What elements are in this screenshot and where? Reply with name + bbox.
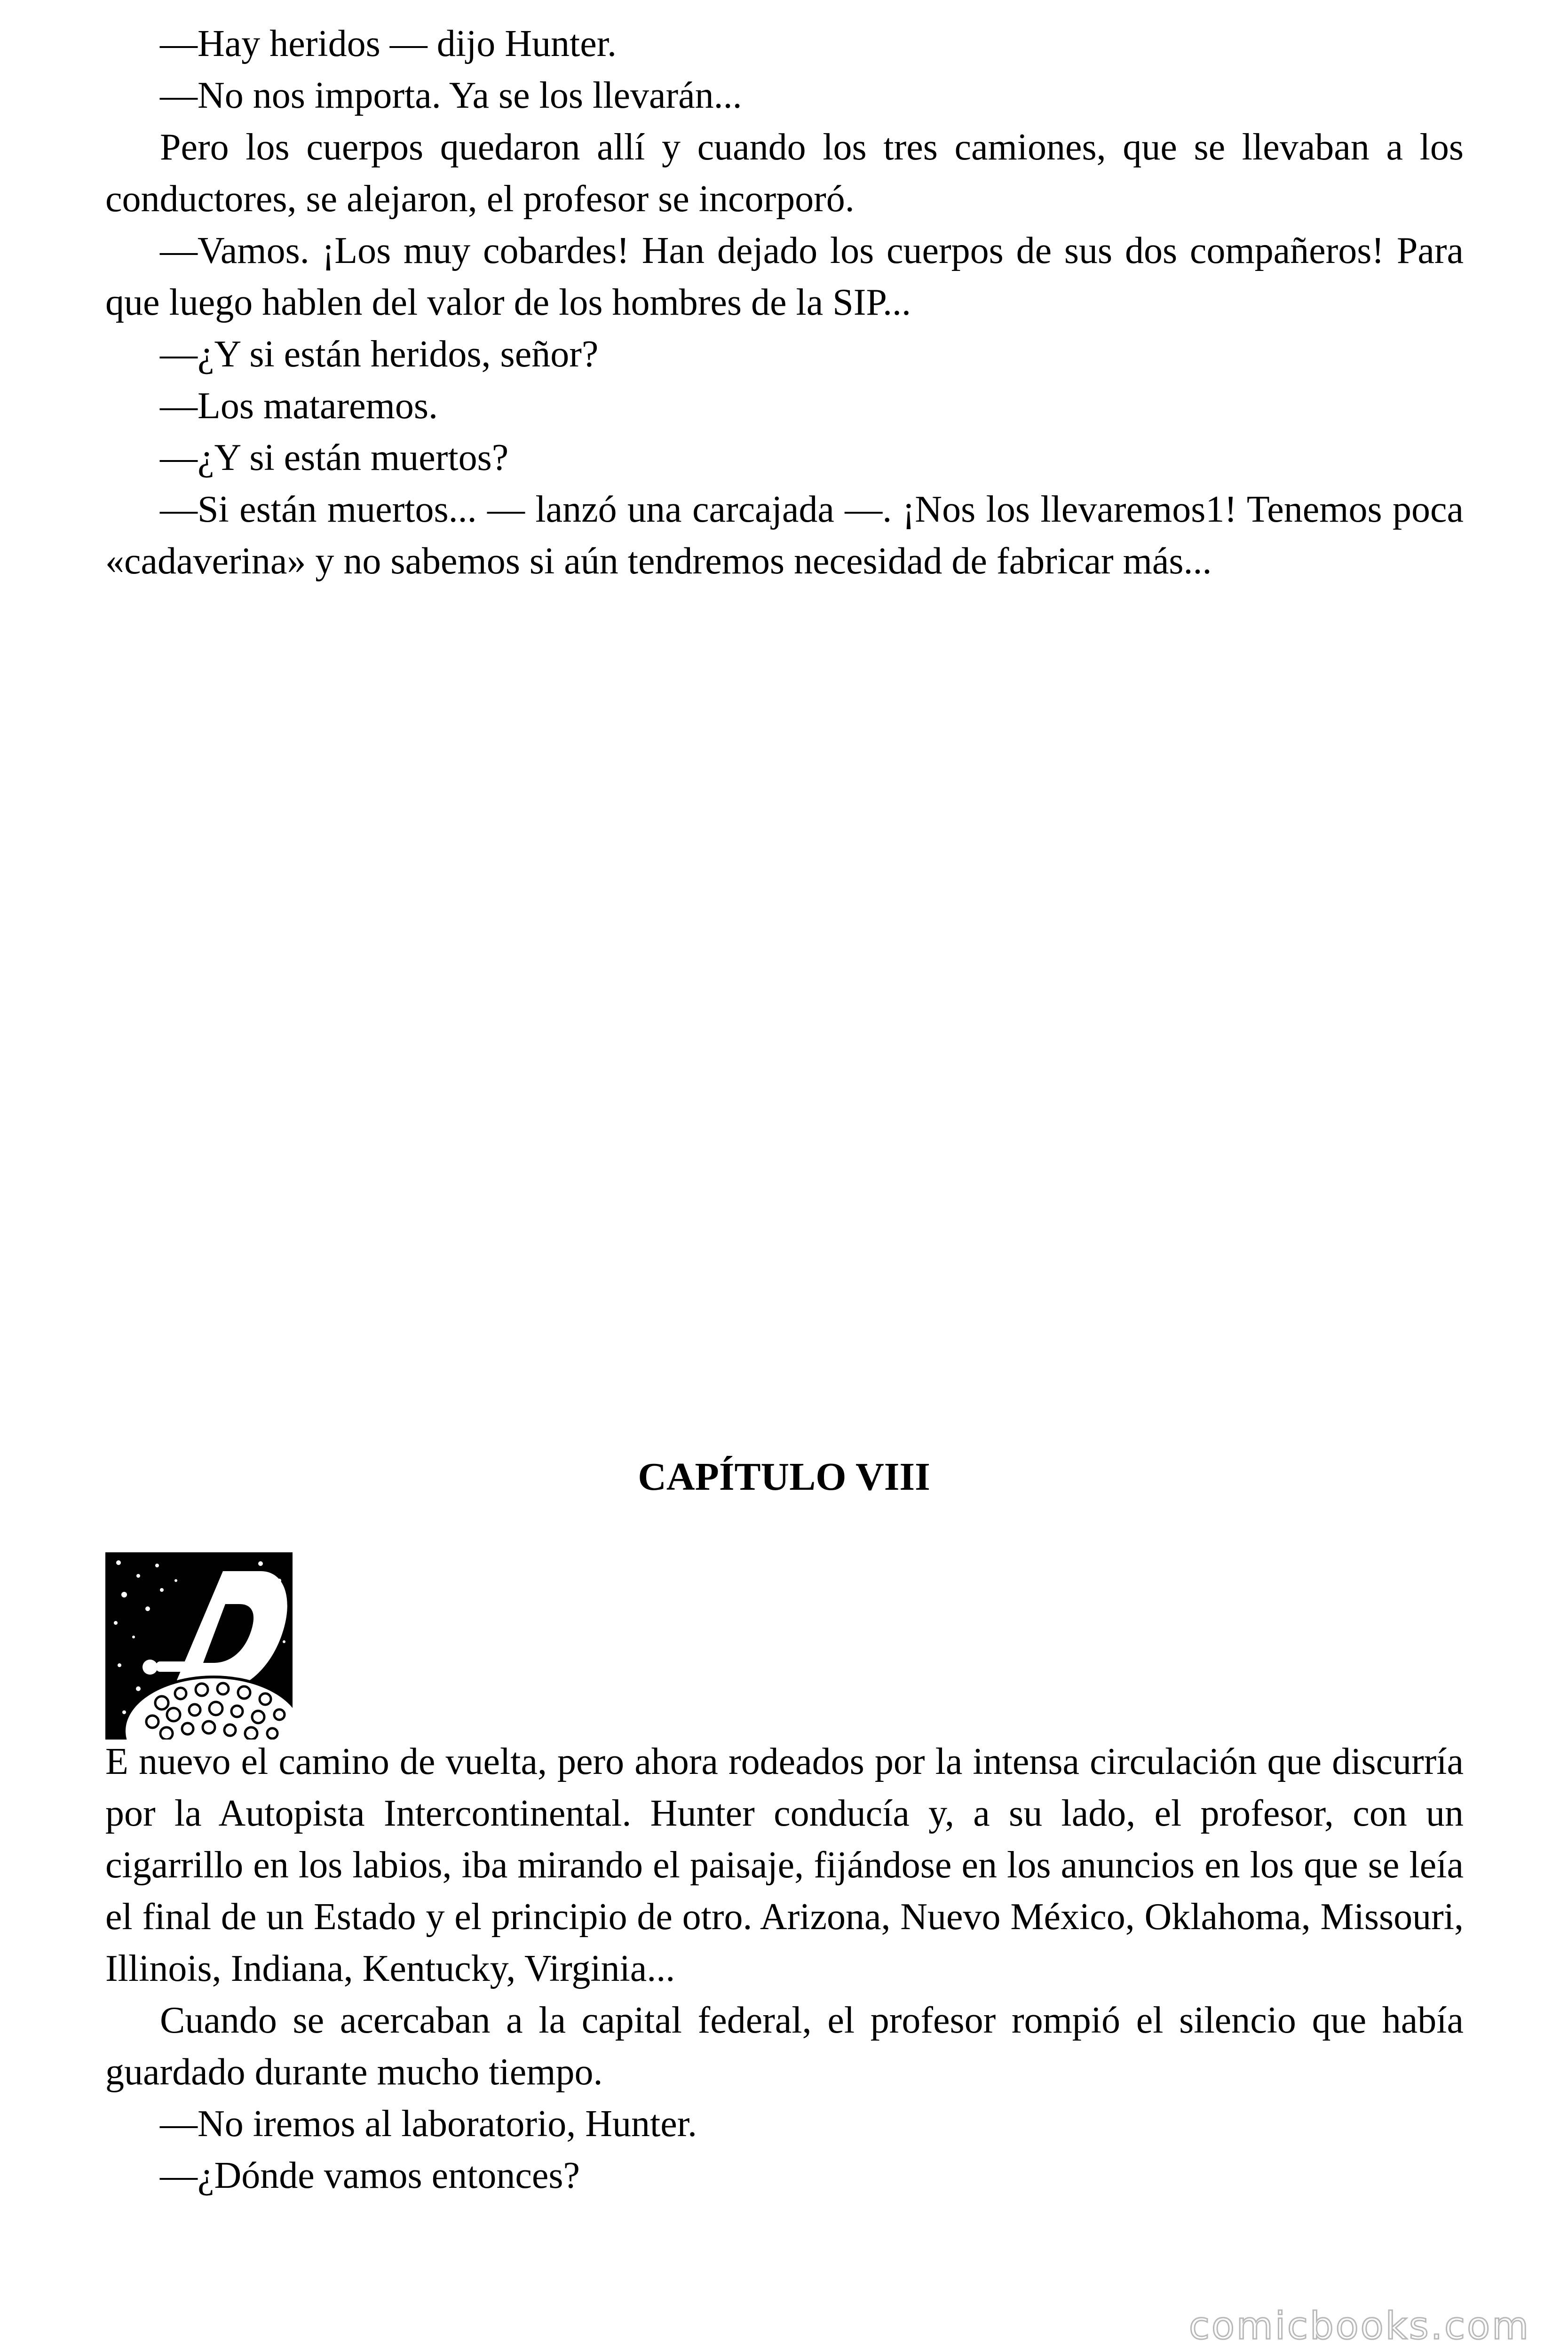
paragraph: —¿Dónde vamos entonces?	[160, 2155, 580, 2196]
watermark: comicbooks.com	[1188, 2304, 1530, 2348]
drop-cap-d-icon	[105, 1552, 293, 1740]
paragraph: —Los mataremos.	[160, 385, 438, 427]
paragraph: —No iremos al laboratorio, Hunter.	[160, 2103, 697, 2145]
paragraph: —¿Y si están heridos, señor?	[160, 334, 599, 375]
drop-cap-illustration	[105, 1552, 293, 1740]
text-block-bottom	[105, 1736, 1464, 2201]
paragraph: Cuando se acercaban a la capital federal, el profesor rompió el silencio que había guardado durante mucho tiempo.	[105, 2000, 1464, 2093]
paragraph: —¿Y si están muertos?	[160, 437, 509, 478]
paragraph: Pero los cuerpos quedaron allí y cuando los tres camiones, que se llevaban a los conductores, se alejaron, el profesor se incorporó.	[105, 127, 1464, 220]
text-block-top	[105, 18, 1464, 587]
paragraph: E nuevo el camino de vuelta, pero ahora rodeados por la intensa circulación que discurría por la Autopista Intercontinental. Hunter conducía y, a su lado, el profesor, con un cigarrillo en los labios, iba mirando el paisaje, fijándose en los anuncios en los que se leía el final de un Estado y el principio de otro. Arizona, Nuevo México, Oklahoma, Missouri, Illinois, Indiana, Kentucky, Virginia...	[105, 1741, 1464, 1989]
paragraph: —Vamos. ¡Los muy cobardes! Han dejado los cuerpos de sus dos compañeros! Para que luego hablen del valor de los hombres de la SIP...	[105, 230, 1464, 323]
paragraph: —Si están muertos... — lanzó una carcajada —. ¡Nos los llevaremos1! Tenemos poca «cadaverina» y no sabemos si aún tendremos necesidad de fabricar más...	[105, 489, 1464, 582]
paragraph: —Hay heridos — dijo Hunter.	[160, 23, 617, 64]
paragraph: —No nos importa. Ya se los llevarán...	[160, 75, 742, 116]
chapter-heading: CAPÍTULO VIII	[638, 1455, 930, 1499]
